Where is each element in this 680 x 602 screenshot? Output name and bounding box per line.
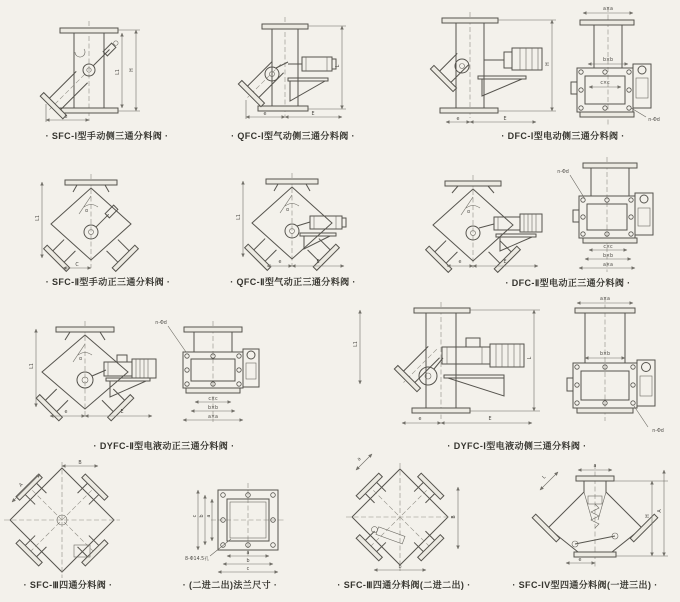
support-bracket xyxy=(482,79,522,96)
dim-label: b×b xyxy=(207,406,219,411)
dfc1-front-view-drawing xyxy=(571,6,660,127)
dim-label: L xyxy=(541,474,548,481)
dim-label: L xyxy=(528,356,533,360)
dim-label: a×a xyxy=(600,297,610,302)
bolt-note-label: n-Φd xyxy=(648,118,660,123)
dim-label: H xyxy=(130,68,135,72)
dim-label: e xyxy=(456,117,460,122)
dim-label: E xyxy=(316,260,320,265)
dim-label: e xyxy=(64,410,68,415)
dyfc1-side-valve-drawing xyxy=(353,302,540,423)
dim-label: L1 xyxy=(36,215,41,221)
actuator-box xyxy=(637,360,655,406)
dim-label: a×a xyxy=(208,415,218,420)
actuator-box xyxy=(635,193,653,235)
dim-label: E xyxy=(488,417,492,422)
dim-label: H xyxy=(646,514,651,518)
dim-label: b xyxy=(200,514,205,518)
sfc2-y-valve-drawing xyxy=(35,174,138,271)
dim-label: E xyxy=(503,117,507,122)
sfc3b-four-way-valve-drawing xyxy=(346,454,458,571)
dim-label: a xyxy=(207,514,212,518)
dyfc2-y-valve-drawing xyxy=(29,321,156,421)
bolt-note-label: n-Φd xyxy=(652,429,664,434)
dim-label: A xyxy=(18,482,25,489)
dim-label: L xyxy=(336,64,341,68)
caption-sfc2: · SFC-Ⅱ型手动正三通分料阀 · xyxy=(45,277,171,287)
caption-flange: · (二进二出)法兰尺寸 · xyxy=(182,580,278,590)
dim-label: b×b xyxy=(602,58,614,63)
flange-dimension-drawing xyxy=(185,483,285,572)
caption-qfc2: · QFC-Ⅱ型气动正三通分料阀 · xyxy=(230,277,356,287)
dim-label: a xyxy=(593,464,597,469)
dim-label: c xyxy=(246,567,250,572)
support-bracket xyxy=(290,81,325,101)
dim-label: e xyxy=(418,417,422,422)
dim-label: e xyxy=(64,115,68,120)
dim-label: a×a xyxy=(603,7,613,12)
support-bracket xyxy=(304,236,330,249)
sfc3-four-way-valve-drawing xyxy=(4,460,120,578)
dim-label: L1 xyxy=(237,214,242,220)
dim-label: e xyxy=(263,112,267,117)
dim-label: E xyxy=(120,410,124,415)
qfc1-side-valve-drawing xyxy=(236,17,346,119)
caption-sfc3b: · SFC-Ⅲ四通分料阀(二进二出) · xyxy=(337,580,471,590)
dim-label: c×c xyxy=(600,81,610,86)
dim-label: e xyxy=(578,558,582,563)
caption-dfc2: · DFC-Ⅱ型电动正三通分料阀 · xyxy=(505,278,631,288)
bolt-note-label: 8-Φ14.5孔 xyxy=(184,557,210,562)
dim-label: α xyxy=(85,209,89,214)
dim-label: L1 xyxy=(354,341,359,347)
dim-label: a×a xyxy=(603,263,613,268)
dim-label: C xyxy=(75,263,79,268)
dfc1-side-valve-drawing xyxy=(430,12,556,122)
dyfc1-front-view-drawing xyxy=(567,296,664,434)
dyfc2-front-view-drawing xyxy=(155,320,259,422)
dim-label: b×b xyxy=(602,254,614,259)
dfc2-front-view-drawing xyxy=(557,157,653,272)
dim-label: L1 xyxy=(116,69,121,75)
caption-sfc3: · SFC-Ⅲ四通分料阀 · xyxy=(23,580,113,590)
caption-dyfc1: · DYFC-Ⅰ型电液动侧三通分料阀 · xyxy=(447,441,587,451)
dim-label: c xyxy=(193,514,198,518)
dim-label: A xyxy=(658,509,663,513)
caption-dyfc2: · DYFC-Ⅱ型电液动正三通分料阀 · xyxy=(93,441,235,451)
dim-label: α xyxy=(467,210,471,215)
pneumatic-cylinder xyxy=(302,57,336,71)
actuator-box xyxy=(243,349,259,387)
bolt-note-label: n-Φd xyxy=(557,170,569,175)
dim-label: B xyxy=(452,515,457,519)
dim-label: a xyxy=(246,551,250,556)
dim-label: a xyxy=(356,456,363,463)
dfc2-y-valve-drawing xyxy=(426,175,542,272)
qfc2-y-valve-drawing xyxy=(236,173,346,270)
dim-label: c×c xyxy=(603,245,613,250)
electric-motor xyxy=(484,48,542,70)
dim-label: L1 xyxy=(30,363,35,369)
dim-label: E xyxy=(503,260,507,265)
sfc1-side-valve-drawing xyxy=(38,21,140,122)
sfc4-four-way-valve-drawing xyxy=(532,464,668,568)
dim-label: α xyxy=(79,357,83,362)
dim-label: b×b xyxy=(599,352,611,357)
caption-sfc4: · SFC-IV型四通分料阀(一进三出) · xyxy=(512,580,658,590)
bolt-note-label: n-Φd xyxy=(155,321,167,326)
dim-label: H xyxy=(546,62,551,66)
dim-label: b xyxy=(398,565,402,570)
dim-label: e xyxy=(278,260,282,265)
dim-label: E xyxy=(311,112,315,117)
caption-dfc1: · DFC-Ⅰ型电动侧三通分料阀 · xyxy=(501,131,625,141)
caption-sfc1: · SFC-Ⅰ型手动侧三通分料阀 · xyxy=(45,131,169,141)
dim-label: B xyxy=(78,461,82,466)
electro-hydraulic-actuator xyxy=(92,355,156,378)
electro-hydraulic-actuator xyxy=(442,338,524,367)
hand-lever xyxy=(91,39,119,67)
dim-label: b xyxy=(246,559,250,564)
actuator-box xyxy=(633,64,651,108)
dim-label: c×c xyxy=(208,397,218,402)
dim-label: e xyxy=(458,260,462,265)
dim-label: α xyxy=(286,208,290,213)
caption-qfc1: · QFC-Ⅰ型气动侧三通分料阀 · xyxy=(231,131,355,141)
